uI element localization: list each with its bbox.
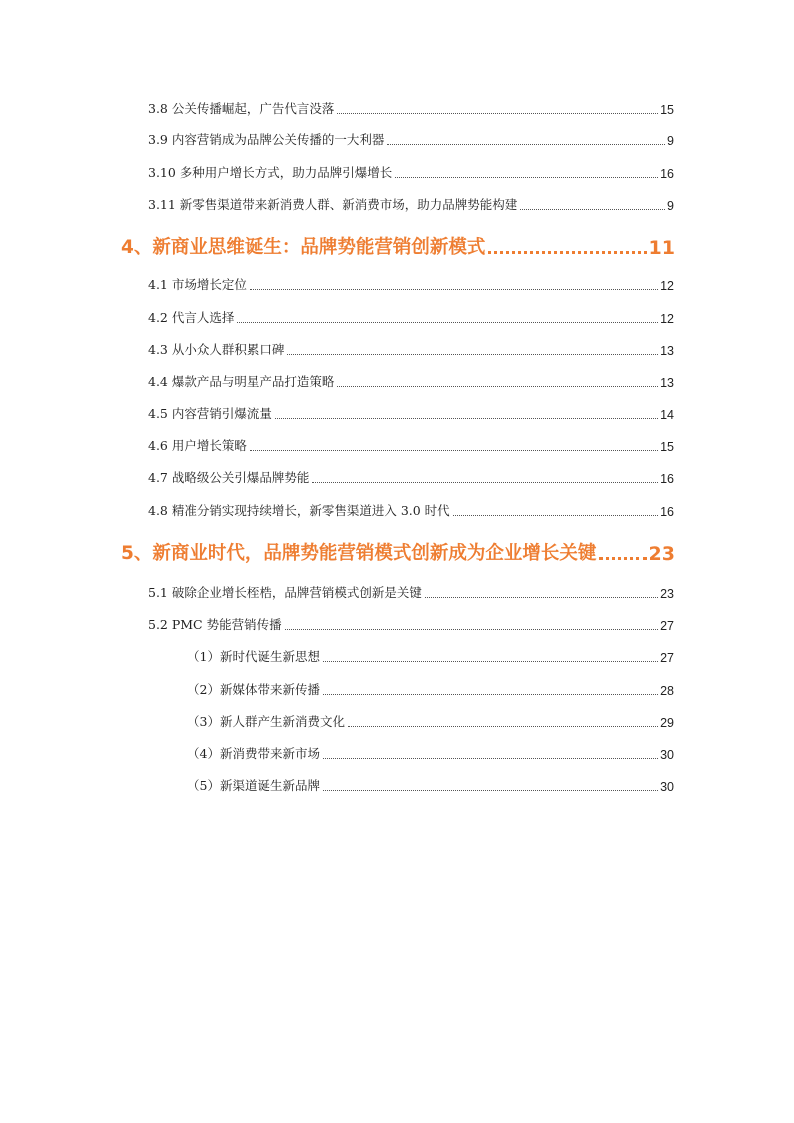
dot-leader — [250, 289, 658, 290]
toc-chapter-5[interactable] — [121, 539, 675, 565]
toc-entry-label: 3.9 内容营销成为品牌公关传播的一大利器 — [148, 132, 385, 147]
toc-entry-page: 28 — [660, 684, 674, 698]
toc-entry[interactable] — [148, 195, 674, 213]
toc-entry-label: 4.4 爆款产品与明星产品打造策略 — [148, 374, 335, 389]
dot-leader — [287, 354, 658, 355]
toc-entry-page: 15 — [660, 440, 674, 454]
toc-chapter-label: 5、新商业时代，品牌势能营销模式创新成为企业增长关键 — [121, 543, 597, 564]
toc-entry-page: 13 — [660, 376, 674, 390]
toc-entry-page: 27 — [660, 651, 674, 665]
toc-entry-label: 5.2 PMC 势能营销传播 — [148, 617, 282, 632]
toc-chapter-label: 4、新商业思维诞生：品牌势能营销创新模式 — [121, 237, 486, 258]
dot-leader — [453, 515, 658, 516]
toc-entry-label: （3）新人群产生新消费文化 — [187, 714, 345, 729]
toc-entry[interactable] — [148, 340, 674, 358]
dot-leader — [395, 177, 658, 178]
dot-leader — [250, 450, 658, 451]
dot-leader — [285, 629, 658, 630]
toc-entry-page: 30 — [660, 780, 674, 794]
toc-entry-label: 4.1 市场增长定位 — [148, 277, 247, 292]
toc-entry-label: （4）新消费带来新市场 — [187, 746, 320, 761]
toc-entry-page: 29 — [660, 716, 674, 730]
dot-leader — [323, 758, 658, 759]
toc-entry-label: 3.8 公关传播崛起，广告代言没落 — [148, 101, 335, 116]
toc-entry-page: 9 — [667, 199, 674, 213]
toc-entry-label: 4.7 战略级公关引爆品牌势能 — [148, 470, 310, 485]
toc-entry[interactable] — [148, 130, 674, 148]
toc-entry[interactable] — [148, 163, 674, 181]
dot-leader — [337, 386, 658, 387]
dot-leader — [348, 726, 658, 727]
toc-entry[interactable] — [148, 372, 674, 390]
dot-leader — [520, 209, 665, 210]
dot-leader — [312, 482, 658, 483]
toc-entry-page: 13 — [660, 344, 674, 358]
toc-entry-page: 12 — [660, 279, 674, 293]
dot-leader — [237, 322, 658, 323]
dot-leader — [275, 418, 658, 419]
toc-entry[interactable] — [148, 308, 674, 326]
toc-chapter-4[interactable] — [121, 233, 675, 259]
dot-leader — [425, 597, 658, 598]
toc-entry-page: 23 — [660, 587, 674, 601]
toc-entry-page: 14 — [660, 408, 674, 422]
toc-entry[interactable] — [148, 404, 674, 422]
toc-entry-page: 16 — [660, 505, 674, 519]
dot-leader — [323, 661, 658, 662]
dot-leader — [387, 144, 665, 145]
toc-entry[interactable] — [148, 583, 674, 601]
toc-entry-page: 15 — [660, 103, 674, 117]
toc-entry-label: 3.11 新零售渠道带来新消费人群、新消费市场，助力品牌势能构建 — [148, 197, 518, 212]
dot-leader — [323, 790, 658, 791]
toc-entry-label: 4.2 代言人选择 — [148, 310, 235, 325]
toc-entry-label: 5.1 破除企业增长桎梏，品牌营销模式创新是关键 — [148, 585, 422, 600]
toc-entry-label: 4.8 精准分销实现持续增长，新零售渠道进入 3.0 时代 — [148, 503, 450, 518]
toc-entry-label: （2）新媒体带来新传播 — [187, 682, 320, 697]
toc-chapter-page: 23 — [648, 543, 675, 565]
toc-entry-label: 4.3 从小众人群积累口碑 — [148, 342, 285, 357]
toc-entry[interactable] — [148, 501, 674, 519]
toc-entry-page: 27 — [660, 619, 674, 633]
toc-subentry[interactable] — [187, 712, 674, 730]
toc-chapter-page: 11 — [648, 237, 675, 259]
toc-entry-label: 4.5 内容营销引爆流量 — [148, 406, 272, 421]
toc-subentry[interactable] — [187, 776, 674, 794]
toc-subentry[interactable] — [187, 744, 674, 762]
toc-entry-page: 9 — [667, 134, 674, 148]
dot-leader — [488, 251, 646, 254]
dot-leader — [599, 557, 646, 560]
dot-leader — [337, 113, 658, 114]
toc-entry-page: 16 — [660, 472, 674, 486]
toc-entry[interactable] — [148, 468, 674, 486]
toc-entry-page: 12 — [660, 312, 674, 326]
toc-entry-label: 4.6 用户增长策略 — [148, 438, 247, 453]
toc-entry-label: （1）新时代诞生新思想 — [187, 649, 320, 664]
toc-entry[interactable] — [148, 615, 674, 633]
dot-leader — [323, 694, 658, 695]
toc-entry[interactable] — [148, 436, 674, 454]
toc-entry-page: 30 — [660, 748, 674, 762]
toc-entry-label: （5）新渠道诞生新品牌 — [187, 778, 320, 793]
toc-subentry[interactable] — [187, 647, 674, 665]
toc-subentry[interactable] — [187, 680, 674, 698]
toc-entry[interactable] — [148, 275, 674, 293]
toc-entry-page: 16 — [660, 167, 674, 181]
toc-entry-label: 3.10 多种用户增长方式，助力品牌引爆增长 — [148, 165, 393, 180]
toc-entry[interactable] — [148, 99, 674, 117]
